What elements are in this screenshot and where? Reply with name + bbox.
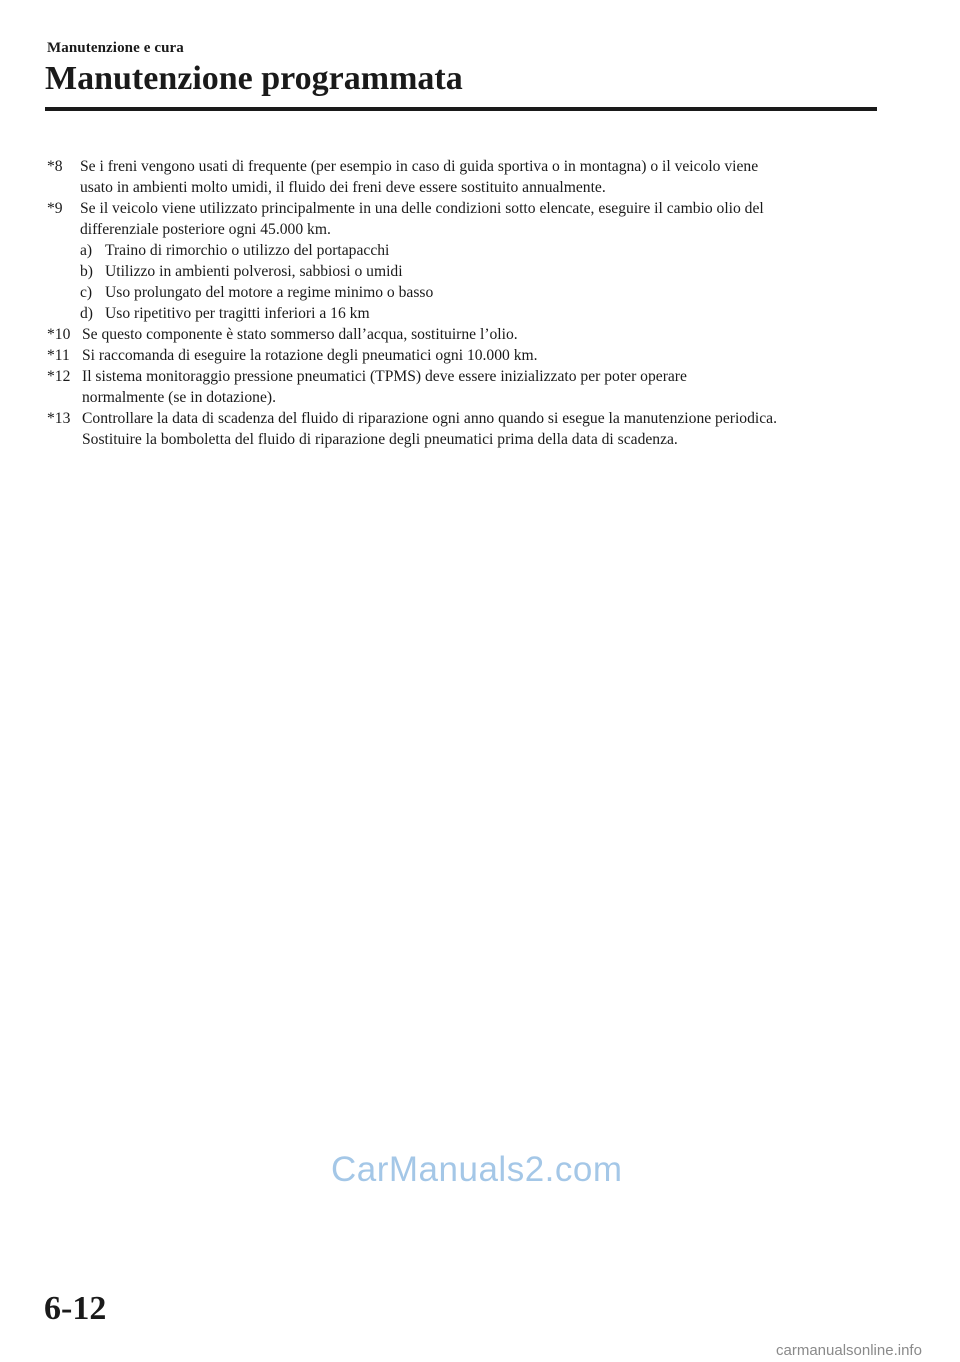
footnote-marker: *12 xyxy=(47,368,71,385)
condition-text: Uso ripetitivo per tragitti inferiori a 16 km xyxy=(105,305,370,322)
page-title: Manutenzione programmata xyxy=(45,60,463,97)
footnote-marker: *10 xyxy=(47,326,71,343)
footnote-marker: *9 xyxy=(47,200,63,217)
condition-item xyxy=(80,261,887,282)
watermark-logo: CarManuals2.com xyxy=(331,1150,623,1189)
footnote-text-line: differenziale posteriore ogni 45.000 km. xyxy=(80,221,331,238)
condition-item xyxy=(80,240,887,261)
footnote-11 xyxy=(47,345,887,366)
condition-marker: a) xyxy=(80,242,93,259)
footnote-text-line: usato in ambienti molto umidi, il fluido dei freni deve essere sostituito annualmente. xyxy=(80,179,606,196)
section-label: Manutenzione e cura xyxy=(47,40,184,56)
footnote-12 xyxy=(47,366,887,408)
page-number: 6-12 xyxy=(44,1290,107,1327)
condition-text: Uso prolungato del motore a regime minimo o basso xyxy=(105,284,434,301)
condition-marker: d) xyxy=(80,305,93,322)
footnote-text-line: Se questo componente è stato sommerso dall’acqua, sostituirne l’olio. xyxy=(82,326,518,343)
footnote-marker: *11 xyxy=(47,347,70,364)
footnote-text-line: Sostituire la bomboletta del fluido di riparazione degli pneumatici prima della data di scadenza. xyxy=(82,431,678,448)
condition-text: Traino di rimorchio o utilizzo del portapacchi xyxy=(105,242,390,259)
footnote-9 xyxy=(47,198,887,324)
footer-site-link[interactable]: carmanualsonline.info xyxy=(776,1342,922,1359)
condition-marker: c) xyxy=(80,284,93,301)
footnote-marker: *8 xyxy=(47,158,63,175)
footnote-text-line: Il sistema monitoraggio pressione pneumatici (TPMS) deve essere inizializzato per poter operare xyxy=(82,368,687,385)
footnote-13 xyxy=(47,408,887,450)
condition-text: Utilizzo in ambienti polverosi, sabbiosi o umidi xyxy=(105,263,403,280)
footnotes-list xyxy=(47,156,887,450)
footnote-marker: *13 xyxy=(47,410,71,427)
condition-item xyxy=(80,303,887,324)
footnote-text-line: Controllare la data di scadenza del fluido di riparazione ogni anno quando si esegue la manutenzione periodica. xyxy=(82,410,777,427)
condition-marker: b) xyxy=(80,263,93,280)
footnote-text-line: Se il veicolo viene utilizzato principalmente in una delle condizioni sotto elencate, eseguire il cambio olio del xyxy=(80,200,764,217)
title-rule xyxy=(45,107,877,111)
footnote-text-line: Se i freni vengono usati di frequente (per esempio in caso di guida sportiva o in montagna) o il veicolo viene xyxy=(80,158,759,175)
footnote-text-line: normalmente (se in dotazione). xyxy=(82,389,276,406)
footnote-10 xyxy=(47,324,887,345)
condition-item xyxy=(80,282,887,303)
footnote-text-line: Si raccomanda di eseguire la rotazione degli pneumatici ogni 10.000 km. xyxy=(82,347,538,364)
footnote-8 xyxy=(47,156,887,198)
